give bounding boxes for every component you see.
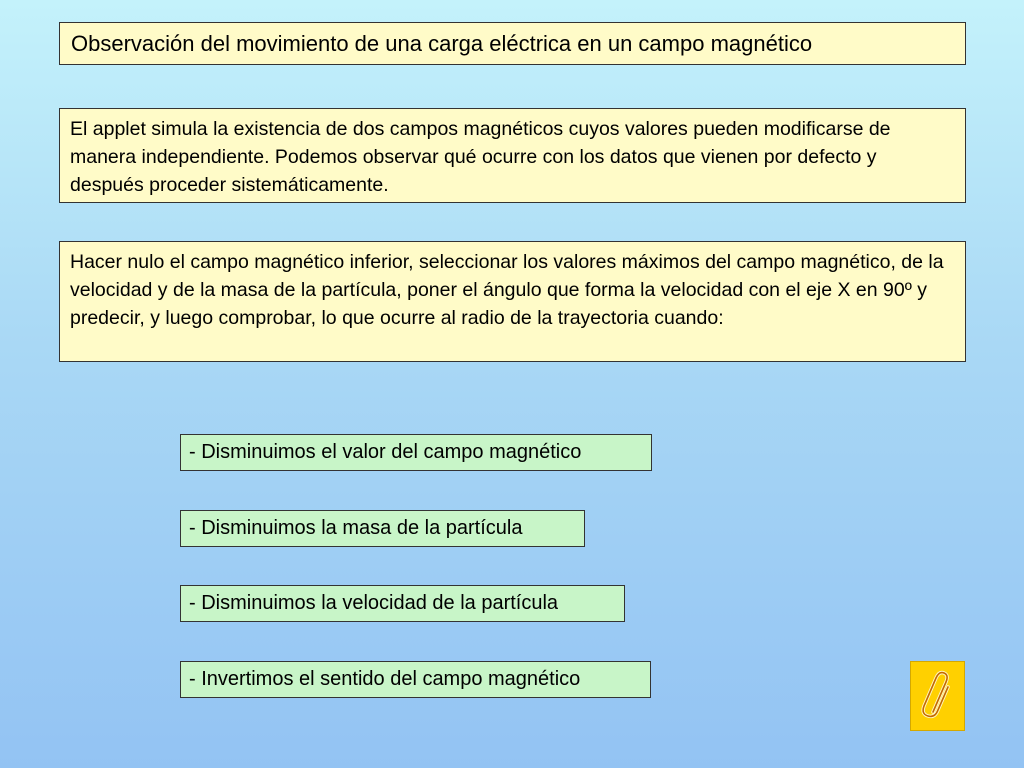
instructions-text: Hacer nulo el campo magnético inferior, seleccionar los valores máximos del campo magnético, de la velocidad y de la masa de la partícula, poner el ángulo que forma la velocidad con el eje X en 90º y predecir, y luego comprobar, lo que ocurre al radio de la trayectoria cuando: bbox=[59, 241, 966, 362]
paperclip-icon bbox=[911, 662, 966, 732]
option-invert-field[interactable]: - Invertimos el sentido del campo magnético bbox=[180, 661, 651, 698]
option-decrease-mass[interactable]: - Disminuimos la masa de la partícula bbox=[180, 510, 585, 547]
page-title: Observación del movimiento de una carga eléctrica en un campo magnético bbox=[59, 22, 966, 65]
option-decrease-velocity[interactable]: - Disminuimos la velocidad de la partícula bbox=[180, 585, 625, 622]
nav-button[interactable] bbox=[910, 661, 965, 731]
option-decrease-field[interactable]: - Disminuimos el valor del campo magnético bbox=[180, 434, 652, 471]
intro-text: El applet simula la existencia de dos campos magnéticos cuyos valores pueden modificarse de manera independiente. Podemos observar qué ocurre con los datos que vienen por defecto y después proceder sistemáticamente. bbox=[59, 108, 966, 203]
